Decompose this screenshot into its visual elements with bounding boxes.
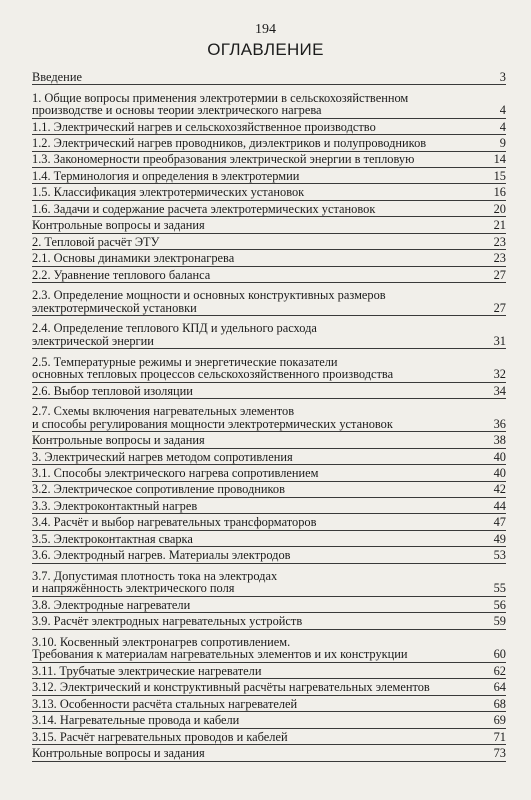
toc-entry-title [32,236,482,249]
toc-entry-line: Введение [32,70,82,84]
toc-entry-page: 73 [493,746,506,761]
toc-entry [32,531,506,547]
toc-entry-title [32,698,482,711]
toc-entry-page: 4 [499,103,506,118]
toc-entry-title [32,731,482,744]
toc-entry-page: 47 [493,515,506,530]
toc-entry-line: 3.15. Расчёт нагревательных проводов и кабелей [32,730,288,744]
toc-entry-title [32,137,482,150]
toc-entry-title [32,636,482,662]
toc-entry [32,663,506,679]
toc-entry [32,69,506,85]
toc-entry-title [32,186,482,199]
toc-entry [32,267,506,283]
toc-entry-page: 71 [493,729,506,744]
toc-entry-title [32,385,482,398]
toc-entry-page: 59 [493,614,506,629]
toc-entry [32,316,506,349]
toc-entry-title [32,252,482,265]
toc-entry [32,152,506,168]
toc-entry-page: 31 [493,333,506,348]
toc-entry [32,745,506,761]
toc-entry-title [32,153,482,166]
toc-entry-line: 1. Общие вопросы применения электротермии в сельскохозяйственном [32,91,409,105]
toc-entry-line: 3.7. Допустимая плотность тока на электродах [32,569,278,583]
toc-entry-page: 60 [493,647,506,662]
toc-entry-line: 2.3. Определение мощности и основных конструктивных размеров [32,289,386,303]
toc-entry-title [32,322,482,348]
toc-entry-page: 38 [493,433,506,448]
toc-entry [32,613,506,629]
toc-entry [32,201,506,217]
toc-entry-page: 68 [493,696,506,711]
toc-entry [32,432,506,448]
toc-entry [32,234,506,250]
toc-entry-line: 3.11. Трубчатые электрические нагреватели [32,664,262,678]
toc-entry [32,250,506,266]
toc-entry-page: 15 [493,168,506,183]
toc-entry-page: 36 [493,416,506,431]
toc-entry [32,679,506,695]
toc-entry-title [32,121,482,134]
toc-entry-line: 3.13. Особенности расчёта стальных нагревателей [32,697,298,711]
toc-entry-title [32,289,482,315]
toc-entry-line: Контрольные вопросы и задания [32,434,205,448]
toc-entry-page: 69 [493,713,506,728]
toc-entry-page: 3 [499,69,506,84]
toc-entry-title [32,467,482,480]
toc-entry-line: 2.4. Определение теплового КПД и удельного расхода [32,322,317,336]
toc-entry-page: 27 [493,267,506,282]
toc-entry-page: 40 [493,449,506,464]
toc-entry-page: 9 [499,136,506,151]
toc-entry-line: 2.7. Схемы включения нагревательных элементов [32,405,295,419]
toc-entry-line: электротермической установки [32,300,197,315]
toc-entry-page: 16 [493,185,506,200]
toc-entry-line: и способы регулирования мощности электротермических установок [32,416,393,431]
toc-entry-title [32,500,482,513]
toc-entry-title [32,747,482,760]
toc-entry [32,498,506,514]
toc-entry-page: 23 [493,251,506,266]
toc-entry-line: 1.5. Классификация электротермических установок [32,186,305,200]
toc-entry-line: 3.14. Нагревательные провода и кабели [32,714,240,728]
toc-entry-title [32,219,482,232]
toc-entry [32,283,506,316]
toc-entry-line: 1.6. Задачи и содержание расчета электротермических установок [32,202,376,216]
toc-entry-line: 3.3. Электроконтактный нагрев [32,499,198,513]
toc-entry-page: 64 [493,680,506,695]
toc-entry [32,449,506,465]
toc-entry-page: 27 [493,300,506,315]
toc-entry-line: Требования к материалам нагревательных элементов и их конструкции [32,647,408,662]
toc-entry-line: 2.5. Температурные режимы и энергетические показатели [32,355,338,369]
toc-entry-line: 2.1. Основы динамики электронагрева [32,252,235,266]
toc-entry-line: 3.9. Расчёт электродных нагревательных устройств [32,615,303,629]
toc-entry-page: 56 [493,597,506,612]
toc-entry-page: 32 [493,367,506,382]
toc-entry-title [32,356,482,382]
toc-entry-title [32,483,482,496]
toc-entry-title [32,451,482,464]
toc-entry-line: 3.10. Косвенный электронагрев сопротивлением. [32,636,291,650]
toc-entry-page: 62 [493,663,506,678]
page-title: ОГЛАВЛЕНИЕ [207,40,324,59]
toc-entry-title [32,71,482,84]
toc-entry-line: 1.2. Электрический нагрев проводников, диэлектриков и полупроводников [32,137,427,151]
toc-entry-page: 23 [493,234,506,249]
toc-entry-line: 1.1. Электрический нагрев и сельскохозяйственное производство [32,120,376,134]
toc-entry-line: 3. Электрический нагрев методом сопротивления [32,450,293,464]
toc-entry-page: 40 [493,466,506,481]
toc-entry-line: 3.5. Электроконтактная сварка [32,532,193,546]
toc-entry-page: 34 [493,383,506,398]
toc-entry-line: 2. Тепловой расчёт ЭТУ [32,235,160,249]
toc-entry-line: 1.4. Терминология и определения в электротермии [32,169,300,183]
toc-entry-title [32,434,482,447]
toc-entry [32,597,506,613]
toc-entry-title [32,681,482,694]
toc-entry [32,349,506,382]
toc-entry-title [32,665,482,678]
toc-entry [32,399,506,432]
toc-entry [32,482,506,498]
toc-entry [32,119,506,135]
toc-entry-line: 3.1. Способы электрического нагрева сопротивлением [32,467,319,481]
toc-entry-title [32,570,482,596]
toc-entry-line: Контрольные вопросы и задания [32,747,205,761]
toc-entry-page: 55 [493,581,506,596]
toc-entry-line: 3.12. Электрический и конструктивный расчёты нагревательных элементов [32,681,430,695]
toc-entry-page: 21 [493,218,506,233]
toc-entry-title [32,203,482,216]
page-number: 194 [255,22,276,37]
toc-entry-title [32,269,482,282]
toc-entry-page: 53 [493,548,506,563]
toc-entry [32,85,506,118]
toc-entry-title [32,405,482,431]
toc-entry-title [32,714,482,727]
toc-entry-line: 3.2. Электрическое сопротивление проводников [32,483,285,497]
toc-entry-line: электрической энергии [32,333,154,348]
toc-entry [32,168,506,184]
toc-entry-page: 14 [493,152,506,167]
toc-entry-line: и напряжённость электрического поля [32,581,235,596]
toc-entry-line: производстве и основы теории электрического нагрева [32,103,322,118]
toc-entry [32,630,506,663]
toc-entry-line: 3.6. Электродный нагрев. Материалы электродов [32,549,291,563]
toc-entry-title [32,599,482,612]
toc-entry-title [32,92,482,118]
toc-entry-title [32,615,482,628]
toc-entry [32,135,506,151]
toc-entry [32,564,506,597]
toc-entry-page: 20 [493,201,506,216]
toc-entry [32,712,506,728]
toc-entry-line: 3.4. Расчёт и выбор нагревательных трансформаторов [32,516,317,530]
toc-entry-title [32,170,482,183]
toc-entry-line: Контрольные вопросы и задания [32,219,205,233]
toc-entry-line: 3.8. Электродные нагреватели [32,598,191,612]
toc-entry-title [32,549,482,562]
toc-entry [32,465,506,481]
toc-entry-page: 49 [493,531,506,546]
toc-entry-line: основных тепловых процессов сельскохозяйственного производства [32,367,394,382]
toc-entry [32,514,506,530]
toc-entry-line: 2.2. Уравнение теплового баланса [32,268,211,282]
toc-entry-title [32,516,482,529]
toc-entry [32,217,506,233]
toc-entry [32,184,506,200]
toc-entry-page: 42 [493,482,506,497]
toc-entry-page: 44 [493,498,506,513]
toc-entry [32,383,506,399]
toc-entry [32,547,506,563]
toc-entry [32,729,506,745]
toc-entry [32,696,506,712]
toc-entry-title [32,533,482,546]
table-of-contents [32,69,506,762]
toc-entry-page: 4 [499,119,506,134]
toc-entry-line: 1.3. Закономерности преобразования электрической энергии в тепловую [32,153,415,167]
toc-entry-line: 2.6. Выбор тепловой изоляции [32,384,193,398]
